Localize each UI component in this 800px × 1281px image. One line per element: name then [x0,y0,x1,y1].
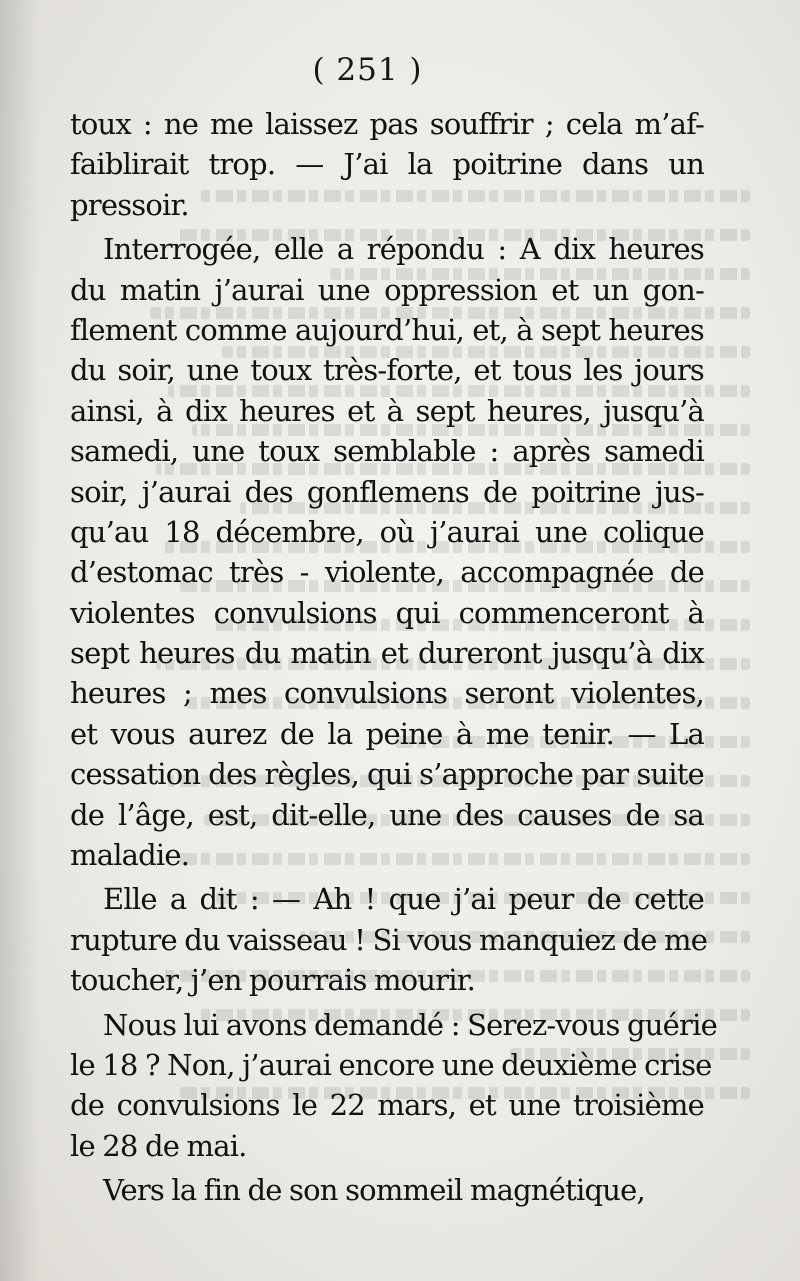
page-number: ( 251 ) [312,52,423,88]
text-line: et vous aurez de la peine à me tenir. — La [70,716,704,751]
text-line: Vers la fin de son sommeil magnétique, [103,1173,645,1208]
text-line: Interrogée, elle a répondu : A dix heures [103,232,704,267]
text-line: le 18 ? Non, j’aurai encore une deuxième crise [70,1047,712,1082]
text-line: soir, j’aurai des gonflemens de poitrine jus- [70,474,704,509]
text-line: violentes convulsions qui commenceront à [70,595,704,630]
text-line: ainsi, à dix heures et à sept heures, jusqu’à [70,393,704,428]
text-line: faiblirait trop. — J’ai la poitrine dans un [70,147,704,182]
text-line: toucher, j’en pourrais mourir. [70,963,476,998]
text-line: cessation des règles, qui s’approche par suite [70,757,704,792]
text-line: pressoir. [70,187,189,222]
text-line: Nous lui avons demandé : Serez-vous guérie [103,1007,717,1042]
paragraph [70,229,704,875]
text-line: samedi, une toux semblable : après samedi [70,434,704,469]
text-line: de convulsions le 22 mars, et une troisième [70,1088,704,1123]
text-line: d’estomac très - violente, accompagnée de [70,555,704,590]
text-line: toux : ne me laissez pas souffrir ; cela m’af- [70,107,704,141]
paragraph [70,1170,704,1210]
body-text [70,104,717,1211]
paragraph [70,104,704,225]
paragraph [70,879,708,1000]
text-line: qu’au 18 décembre, où j’aurai une colique [70,514,704,549]
binding-gutter-shadow [0,0,40,1281]
text-line: le 28 de mai. [70,1128,247,1163]
text-line: flement comme aujourd’hui, et, à sept heures [70,312,704,347]
text-line: sept heures du matin et dureront jusqu’à dix [70,636,704,671]
text-line: Elle a dit : — Ah ! que j’ai peur de cette [103,882,704,917]
text-line: du soir, une toux très-forte, et tous les jours [70,353,704,388]
text-line: maladie. [70,838,190,873]
text-line: de l’âge, est, dit-elle, une des causes de sa [70,797,704,832]
text-line: du matin j’aurai une oppression et un gon- [70,272,704,307]
text-line: rupture du vaisseau ! Si vous manquiez de me [70,922,708,957]
paragraph [70,1005,717,1167]
text-line: heures ; mes convulsions seront violentes, [70,676,704,711]
